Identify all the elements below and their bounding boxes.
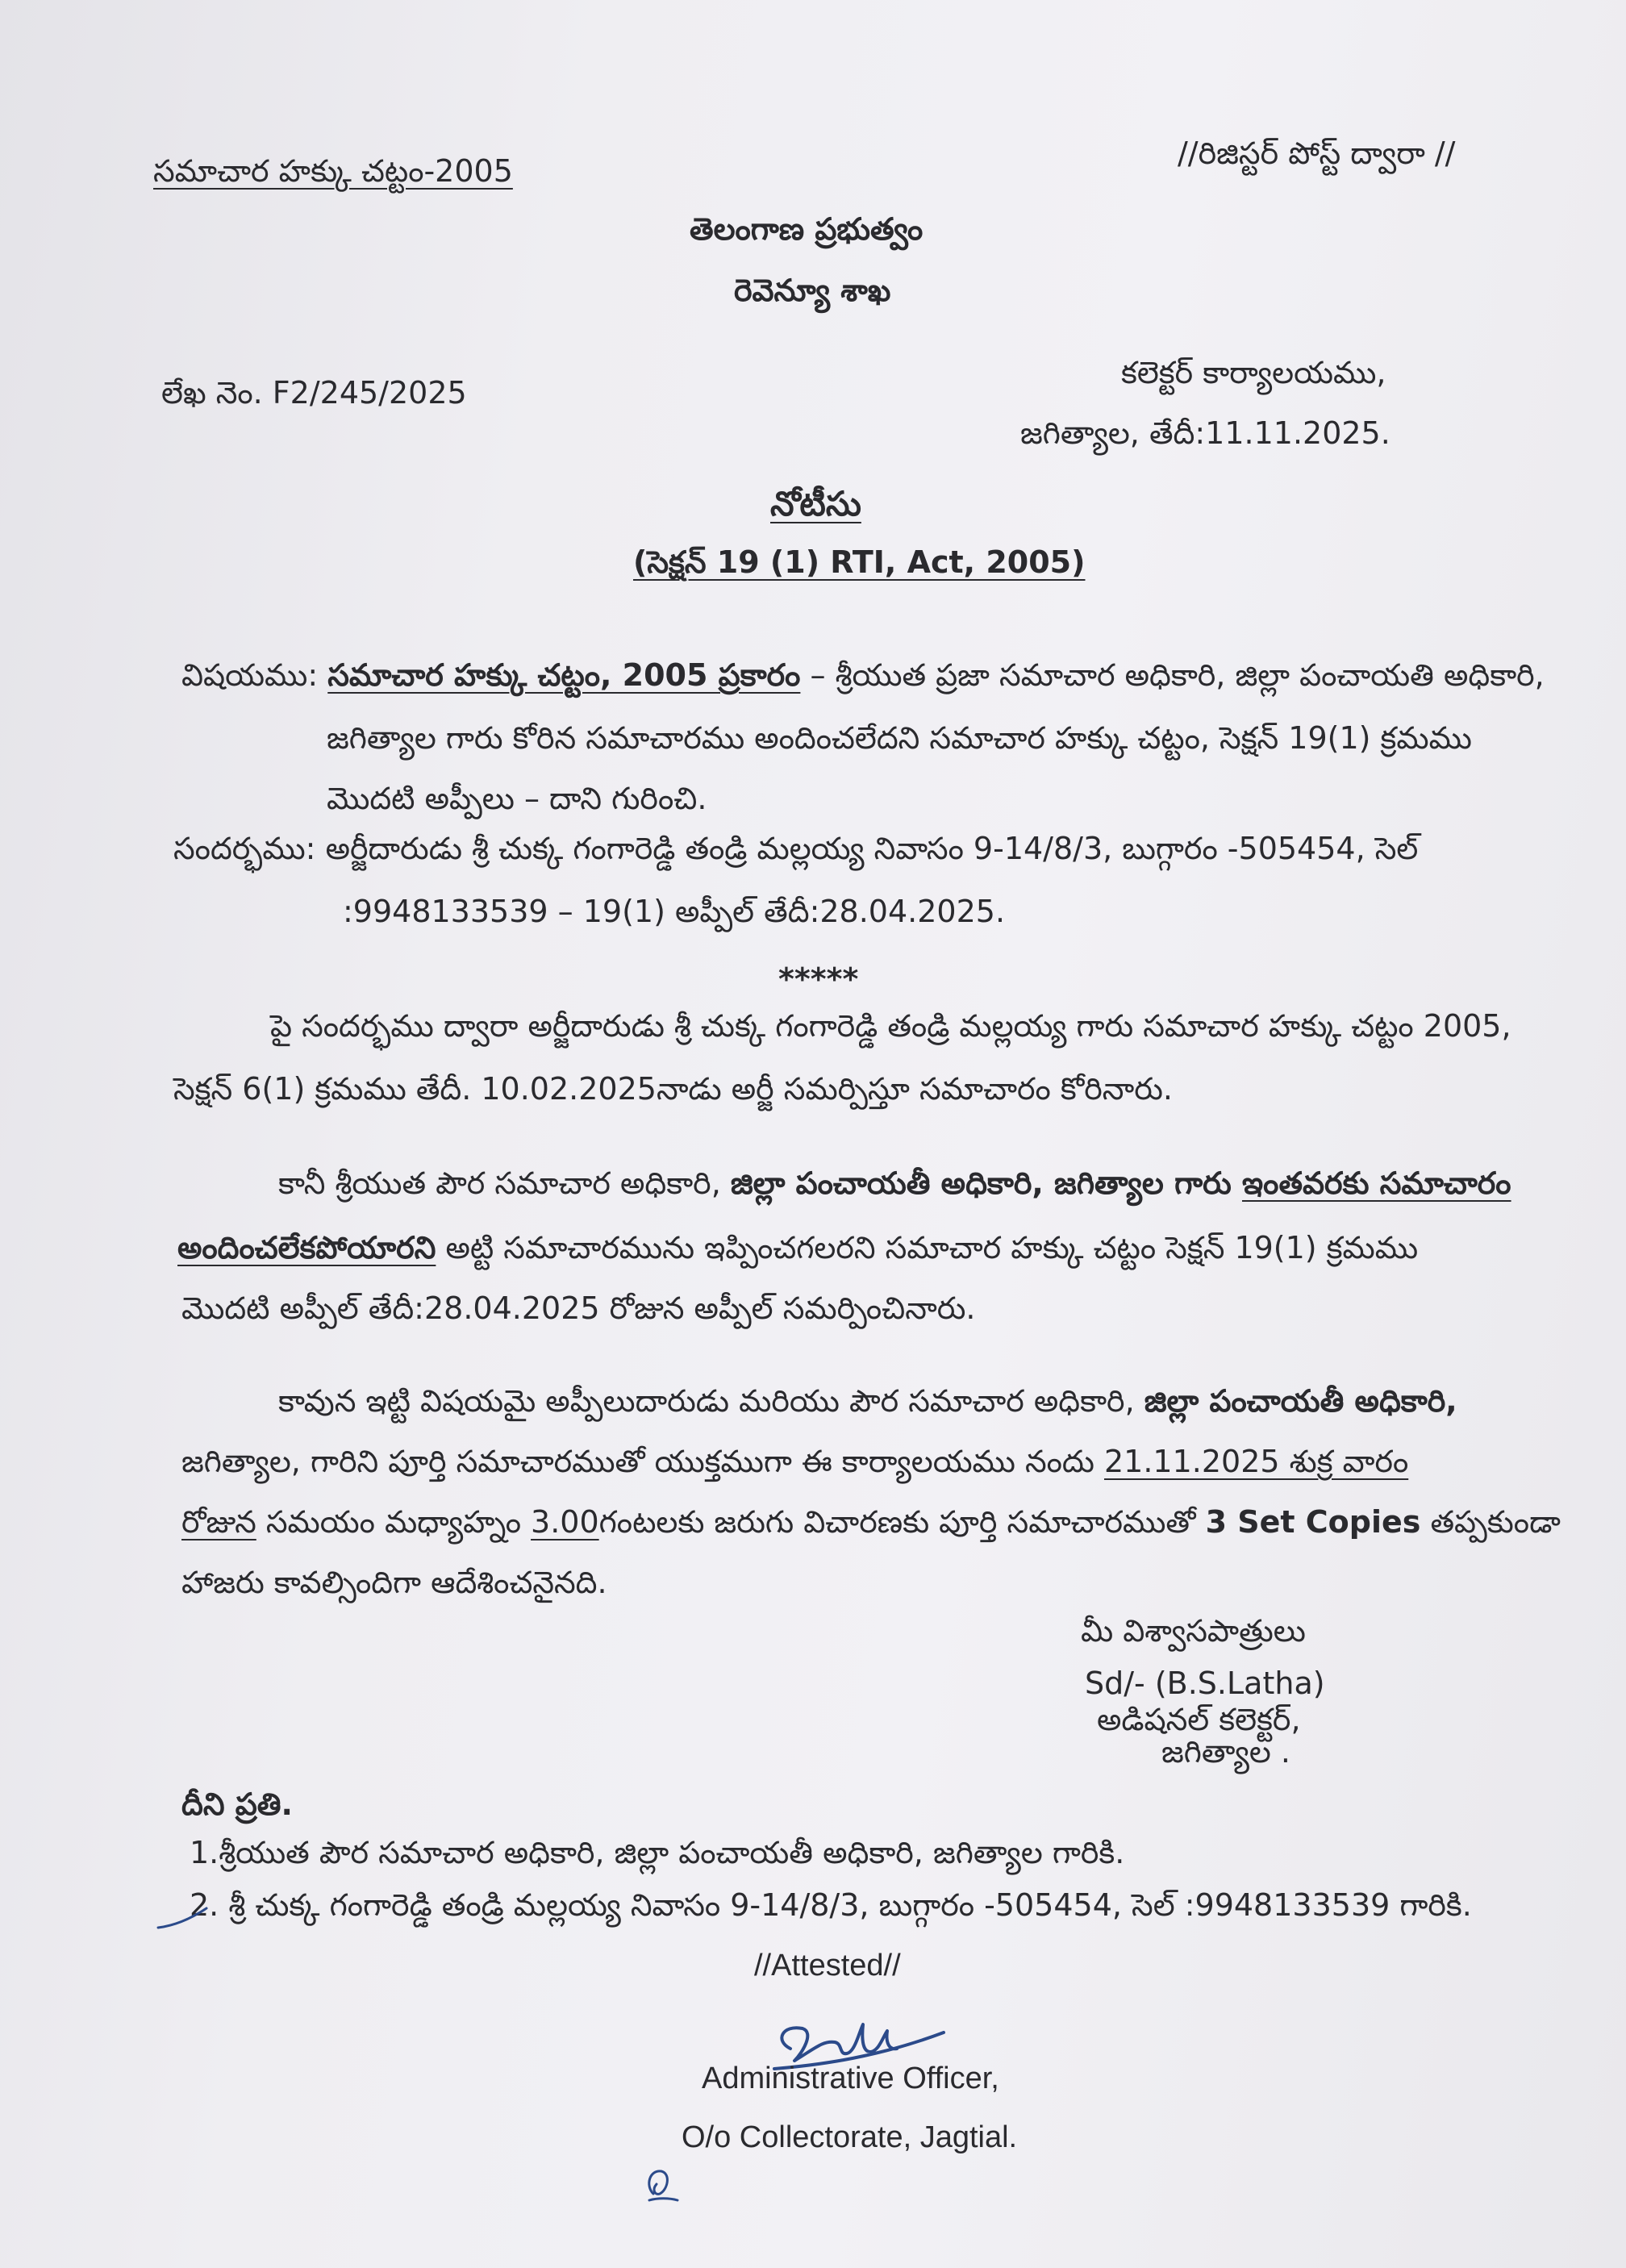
subject-heading: సమాచార హక్కు చట్టం, 2005 ప్రకారం bbox=[327, 657, 801, 693]
reference-line-2: :9948133539 – 19(1) అప్పీల్ తేదీ:28.04.2025. bbox=[343, 894, 1006, 929]
separator: ***** bbox=[778, 961, 859, 997]
para2-line-1 bbox=[278, 1165, 1511, 1209]
hearing-date: 21.11.2025 శుక్ర వారం bbox=[1104, 1444, 1409, 1479]
reference-line-1-text: అర్జీదారుడు శ్రీ చుక్క గంగారెడ్డి తండ్రి మల్లయ్య నివాసం 9-14/8/3, బుగ్గారం -505454, సెల్ bbox=[315, 831, 1419, 866]
para2-line-2 bbox=[177, 1230, 1418, 1274]
office-name: కలెక్టర్ కార్యాలయము, bbox=[1121, 355, 1386, 390]
closing: మీ విశ్వాసపాత్రులు bbox=[1081, 1613, 1306, 1649]
para2-line-2-b: అట్టి సమాచారమును ఇప్పించగలరని సమాచార హక్కు చట్టం సెక్షన్ 19(1) క్రమము bbox=[436, 1230, 1419, 1265]
para3-line-4: హాజరు కావల్సిందిగా ఆదేశించనైనది. bbox=[181, 1565, 607, 1600]
notice-title: నోటీసు bbox=[770, 484, 861, 523]
officer-title: Administrative Officer, bbox=[702, 2062, 999, 2095]
subject-line-2: జగిత్యాల గారు కోరిన సమాచారము అందించలేదని సమాచార హక్కు చట్టం, సెక్షన్ 19(1) క్రమము bbox=[327, 720, 1472, 756]
copy-to-item-2: 2. శ్రీ చుక్క గంగారెడ్డి తండ్రి మల్లయ్య నివాసం 9-14/8/3, బుగ్గారం -505454, సెల్ :9948133539 గారికి. bbox=[190, 1887, 1472, 1923]
notice-section: (సెక్షన్ 19 (1) RTI, Act, 2005) bbox=[633, 544, 1086, 580]
para2-could-not-provide: అందించలేకపోయారని bbox=[177, 1230, 436, 1265]
pen-tick-mark bbox=[155, 1902, 211, 1934]
para2-not-provided: ఇంతవరకు సమాచారం bbox=[1242, 1165, 1511, 1201]
government-name: తెలంగాణ ప్రభుత్వం bbox=[690, 211, 923, 247]
copy-to-item-1: 1.శ్రీయుత పౌర సమాచార అధికారి, జిల్లా పంచాయతీ అధికారి, జగిత్యాల గారికి. bbox=[190, 1835, 1125, 1870]
para3-line-3-b: సమయం మధ్యాహ్నం bbox=[256, 1504, 532, 1540]
signatory-designation: అడిషనల్ కలెక్టర్, bbox=[1097, 1702, 1301, 1737]
para3-line-1-a: కావున ఇట్టి విషయమై అప్పీలుదారుడు మరియు పౌర సమాచార అధికారి, bbox=[278, 1383, 1144, 1419]
reference-line-1 bbox=[173, 831, 1418, 874]
para2-officer: జిల్లా పంచాయతీ అధికారి, జగిత్యాల గారు bbox=[730, 1165, 1242, 1201]
subject-label: విషయము: bbox=[181, 657, 319, 693]
copy-to-heading: దీని ప్రతి. bbox=[181, 1786, 293, 1822]
para3-line-3 bbox=[181, 1504, 1561, 1548]
post-mode: //రిజిస్టర్ పోస్ట్ ద్వారా // bbox=[1178, 135, 1456, 171]
para2-line-3: మొదటి అప్పీల్ తేదీ:28.04.2025 రోజున అప్పీల్ సమర్పించినారు. bbox=[181, 1290, 976, 1326]
place-date: జగిత్యాల, తేదీ:11.11.2025. bbox=[1020, 415, 1390, 451]
act-reference: సమాచార హక్కు చట్టం-2005 bbox=[153, 153, 513, 189]
para3-on-day: రోజున bbox=[181, 1504, 256, 1540]
copies-required: 3 Set Copies bbox=[1205, 1504, 1421, 1540]
para3-line-2-a: జగిత్యాల, గారిని పూర్తి సమాచారముతో యుక్తముగా ఈ కార్యాలయము నందు bbox=[181, 1444, 1104, 1479]
initial-mark bbox=[637, 2153, 686, 2210]
signatory-name: Sd/- (B.S.Latha) bbox=[1085, 1666, 1325, 1701]
para3-line-1 bbox=[278, 1383, 1457, 1427]
file-number: లేఖ నెం. F2/245/2025 bbox=[161, 375, 467, 411]
attested-label: //Attested// bbox=[754, 1949, 901, 1982]
para3-line-3-f: తప్పకుండా bbox=[1420, 1504, 1561, 1540]
para3-line-3-d: గంటలకు జరుగు విచారణకు పూర్తి సమాచారముతో bbox=[598, 1504, 1206, 1540]
hearing-time: 3.00 bbox=[531, 1504, 599, 1540]
department-name: రెవెన్యూ శాఖ bbox=[734, 273, 891, 308]
subject-line-1 bbox=[181, 657, 1545, 701]
para3-officer: జిల్లా పంచాయతీ అధికారి, bbox=[1144, 1383, 1457, 1419]
para2-line-1-a: కానీ శ్రీయుత పౌర సమాచార అధికారి, bbox=[278, 1165, 731, 1201]
reference-label: సందర్భము: bbox=[173, 831, 316, 866]
para1-line-2: సెక్షన్ 6(1) క్రమము తేదీ. 10.02.2025నాడు అర్జీ సమర్పిస్తూ సమాచారం కోరినారు. bbox=[173, 1071, 1173, 1107]
subject-line-3: మొదటి అప్పీలు – దాని గురించి. bbox=[327, 781, 707, 816]
signatory-place: జగిత్యాల . bbox=[1161, 1734, 1290, 1770]
para1-line-1: పై సందర్భము ద్వారా అర్జీదారుడు శ్రీ చుక్క గంగారెడ్డి తండ్రి మల్లయ్య గారు సమాచార హక్కు చట్టం 2005, bbox=[270, 1008, 1511, 1044]
para3-line-2 bbox=[181, 1444, 1408, 1487]
subject-line-1-rest: – శ్రీయుత ప్రజా సమాచార అధికారి, జిల్లా పంచాయతి అధికారి, bbox=[800, 657, 1545, 693]
officer-office: O/o Collectorate, Jagtial. bbox=[682, 2120, 1018, 2154]
